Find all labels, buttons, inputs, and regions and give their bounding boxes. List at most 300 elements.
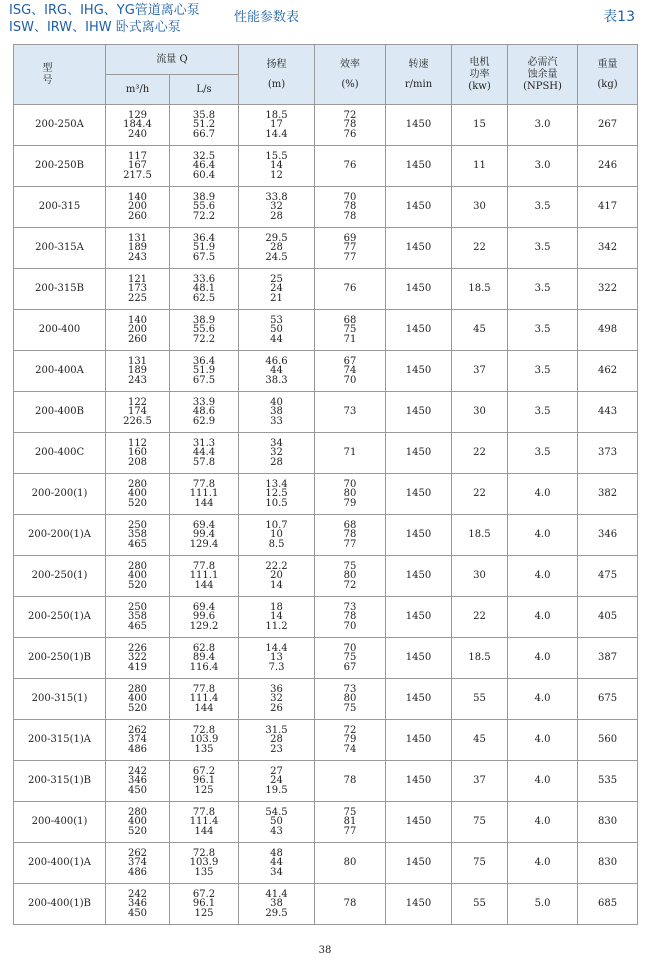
flow-ls-cell-value: 77.8 [192,560,216,572]
efficiency-cell-value: 70 [343,374,357,386]
efficiency-cell-value: 67 [343,661,357,673]
model-cell: 200-400(1)A [14,843,106,884]
flow-ls-cell-value: 67.2 [192,888,216,900]
head-cell-value: 14 [270,160,283,172]
efficiency-cell-value: 79 [343,734,357,746]
speed-cell: 1450 [386,392,452,433]
flow-m3h-cell-value: 280 [127,478,148,490]
head-cell-value: 10.7 [265,519,288,531]
head-cell-value: 10.5 [265,497,288,509]
flow-m3h-cell-value: 520 [127,579,148,591]
speed-cell: 1450 [386,597,452,638]
flow-ls-cell-value: 96.1 [192,775,216,787]
table-title: 性能参数表 [234,10,300,25]
flow-ls-cell-value: 103.9 [189,857,219,869]
head-cell-value: 38.3 [265,374,288,386]
efficiency-cell [315,843,386,884]
efficiency-cell [315,638,386,679]
speed-cell: 1450 [386,310,452,351]
flow-m3h-cell-value: 131 [127,355,148,367]
npsh-cell: 5.0 [508,884,578,925]
flow-ls-cell [170,515,239,556]
flow-m3h-cell-value: 486 [127,866,148,878]
model-cell: 200-315(1)B [14,761,106,802]
motor-power-cell: 18.5 [452,515,508,556]
efficiency-cell-value: 74 [343,743,357,755]
model-cell: 200-315(1)A [14,720,106,761]
head-cell [239,843,315,884]
npsh-cell: 4.0 [508,761,578,802]
flow-ls-cell-value: 77.8 [192,806,216,818]
col-header-motor-power: 电机 功率 (kw) [452,45,508,105]
model-cell: 200-315(1) [14,679,106,720]
weight-cell: 405 [578,597,638,638]
head-cell-value: 25 [270,273,283,285]
head-cell [239,597,315,638]
efficiency-cell [315,228,386,269]
flow-ls-cell-value: 72.2 [192,333,216,345]
flow-ls-cell [170,597,239,638]
model-cell: 200-400A [14,351,106,392]
model-cell: 200-250(1)A [14,597,106,638]
speed-cell: 1450 [386,474,452,515]
speed-cell: 1450 [386,843,452,884]
flow-ls-cell-value: 144 [194,497,214,509]
flow-ls-cell [170,146,239,187]
head-cell-value: 13.4 [265,478,288,490]
flow-m3h-cell [106,515,170,556]
model-cell: 200-250A [14,105,106,146]
speed-cell: 1450 [386,884,452,925]
flow-ls-cell [170,679,239,720]
weight-cell: 830 [578,843,638,884]
flow-m3h-cell [106,884,170,925]
motor-power-cell: 22 [452,228,508,269]
head-cell [239,310,315,351]
efficiency-cell-value: 78 [343,210,357,222]
flow-m3h-cell-value: 400 [127,816,148,828]
table-row [14,720,638,761]
efficiency-cell-value: 78 [343,775,357,787]
flow-m3h-cell [106,228,170,269]
speed-cell: 1450 [386,105,452,146]
efficiency-cell-value: 70 [343,478,357,490]
flow-ls-cell-value: 62.8 [192,642,216,654]
efficiency-cell-value: 71 [343,333,357,345]
head-cell [239,761,315,802]
npsh-cell: 4.0 [508,556,578,597]
weight-cell: 382 [578,474,638,515]
flow-ls-cell-value: 69.4 [192,601,216,613]
weight-cell: 346 [578,515,638,556]
npsh-cell: 4.0 [508,802,578,843]
motor-power-cell: 75 [452,843,508,884]
flow-ls-cell-value: 99.4 [192,529,216,541]
efficiency-cell-value: 80 [343,693,357,705]
weight-cell: 373 [578,433,638,474]
flow-ls-cell-value: 60.4 [192,169,216,181]
motor-power-cell: 22 [452,474,508,515]
flow-m3h-cell-value: 346 [127,898,148,910]
weight-cell: 417 [578,187,638,228]
flow-m3h-cell-value: 280 [127,806,148,818]
efficiency-cell-value: 69 [343,232,357,244]
model-cell: 200-250(1) [14,556,106,597]
head-cell-value: 12.5 [265,488,288,500]
flow-m3h-cell-value: 225 [127,292,148,304]
head-cell-value: 14 [270,611,283,623]
col-header-efficiency: 效率 (%) [315,45,386,105]
flow-m3h-cell-value: 262 [127,724,148,736]
table-row [14,638,638,679]
flow-ls-cell [170,228,239,269]
flow-ls-cell [170,351,239,392]
table-row [14,474,638,515]
motor-power-cell: 37 [452,351,508,392]
flow-ls-cell [170,843,239,884]
efficiency-cell [315,105,386,146]
head-cell-value: 28 [270,210,283,222]
efficiency-cell-value: 75 [343,324,357,336]
efficiency-cell [315,433,386,474]
flow-ls-cell-value: 44.4 [192,447,216,459]
flow-ls-cell-value: 144 [194,702,214,714]
table-row [14,556,638,597]
efficiency-cell-value: 70 [343,642,357,654]
efficiency-cell-value: 77 [343,538,357,550]
flow-ls-cell-value: 111.4 [189,816,219,828]
flow-m3h-cell [106,720,170,761]
speed-cell: 1450 [386,269,452,310]
npsh-cell: 3.0 [508,105,578,146]
head-cell-value: 20 [270,570,283,582]
flow-ls-cell-value: 32.5 [192,150,216,162]
motor-power-cell: 75 [452,802,508,843]
flow-m3h-cell-value: 200 [127,201,148,213]
flow-m3h-cell-value: 200 [127,324,148,336]
efficiency-cell-value: 68 [343,519,357,531]
flow-m3h-cell-value: 189 [127,242,148,254]
flow-m3h-cell-value: 189 [127,365,148,377]
head-cell-value: 13 [270,652,283,664]
efficiency-cell-value: 78 [343,529,357,541]
flow-m3h-cell-value: 243 [127,251,148,263]
col-header-npsh: 必需汽 蚀余量 (NPSH) [508,45,578,105]
model-cell: 200-400(1)B [14,884,106,925]
flow-m3h-cell-value: 243 [127,374,148,386]
col-header-flow-ls: L/s [170,75,239,105]
efficiency-cell-value: 77 [343,825,357,837]
npsh-cell: 3.5 [508,392,578,433]
flow-m3h-cell-value: 374 [127,857,148,869]
flow-ls-cell-value: 67.5 [192,374,216,386]
efficiency-cell-value: 68 [343,314,357,326]
flow-ls-cell-value: 55.6 [192,201,216,213]
weight-cell: 560 [578,720,638,761]
flow-m3h-cell [106,105,170,146]
efficiency-cell-value: 72 [343,724,357,736]
flow-m3h-cell-value: 140 [127,314,148,326]
head-cell-value: 31.5 [265,724,288,736]
npsh-cell: 3.5 [508,187,578,228]
head-cell-value: 32 [270,201,283,213]
head-cell-value: 29.5 [265,907,288,919]
head-cell [239,392,315,433]
head-cell-value: 43 [270,825,283,837]
head-cell-value: 14 [270,579,283,591]
flow-m3h-cell-value: 358 [127,529,148,541]
efficiency-cell [315,597,386,638]
npsh-cell: 3.5 [508,433,578,474]
motor-power-cell: 30 [452,392,508,433]
flow-ls-cell-value: 57.8 [192,456,216,468]
head-cell-value: 8.5 [268,538,285,550]
flow-m3h-cell-value: 419 [127,661,148,673]
npsh-cell: 4.0 [508,515,578,556]
head-cell [239,638,315,679]
weight-cell: 675 [578,679,638,720]
efficiency-cell-value: 81 [343,816,357,828]
npsh-cell: 3.5 [508,310,578,351]
flow-ls-cell-value: 51.2 [192,119,216,131]
head-cell-value: 14.4 [265,642,288,654]
flow-m3h-cell-value: 465 [127,538,148,550]
table-row [14,392,638,433]
flow-ls-cell [170,392,239,433]
efficiency-cell-value: 77 [343,251,357,263]
table-row [14,761,638,802]
flow-ls-cell-value: 62.9 [192,415,216,427]
efficiency-cell-value: 75 [343,806,357,818]
speed-cell: 1450 [386,802,452,843]
npsh-cell: 4.0 [508,474,578,515]
efficiency-cell-value: 73 [343,406,357,418]
head-cell [239,105,315,146]
speed-cell: 1450 [386,679,452,720]
flow-m3h-cell [106,433,170,474]
flow-ls-cell-value: 135 [194,743,214,755]
speed-cell: 1450 [386,187,452,228]
flow-ls-cell [170,802,239,843]
model-cell: 200-250(1)B [14,638,106,679]
efficiency-cell-value: 72 [343,109,357,121]
head-cell-value: 34 [270,437,283,449]
head-cell-value: 17 [270,119,283,131]
head-cell-value: 14.4 [265,128,288,140]
efficiency-cell-value: 74 [343,365,357,377]
flow-m3h-cell-value: 173 [127,283,148,295]
series-title-line-1: ISG、IRG、IHG、YG管道离心泵 [9,3,200,18]
efficiency-cell [315,515,386,556]
efficiency-cell-value: 79 [343,497,357,509]
efficiency-cell-value: 67 [343,355,357,367]
table-row [14,433,638,474]
model-cell: 200-400 [14,310,106,351]
motor-power-cell: 55 [452,679,508,720]
flow-m3h-cell-value: 465 [127,620,148,632]
efficiency-cell-value: 80 [343,488,357,500]
efficiency-cell-value: 72 [343,579,357,591]
speed-cell: 1450 [386,228,452,269]
head-cell-value: 53 [270,314,283,326]
efficiency-cell [315,720,386,761]
motor-power-cell: 22 [452,597,508,638]
flow-m3h-cell [106,597,170,638]
model-cell: 200-200(1)A [14,515,106,556]
efficiency-cell [315,187,386,228]
head-cell-value: 27 [270,765,283,777]
flow-ls-cell-value: 125 [194,907,214,919]
flow-m3h-cell-value: 226 [127,642,148,654]
head-cell-value: 15.5 [265,150,288,162]
head-cell-value: 29.5 [265,232,288,244]
head-cell-value: 26 [270,702,283,714]
flow-ls-cell [170,187,239,228]
flow-ls-cell-value: 72.8 [192,724,216,736]
head-cell-value: 28 [270,734,283,746]
motor-power-cell: 30 [452,556,508,597]
efficiency-cell [315,269,386,310]
flow-m3h-cell-value: 131 [127,232,148,244]
motor-power-cell: 55 [452,884,508,925]
head-cell [239,679,315,720]
head-cell [239,187,315,228]
flow-ls-cell-value: 111.1 [189,488,219,500]
npsh-cell: 4.0 [508,843,578,884]
efficiency-cell [315,802,386,843]
flow-m3h-cell-value: 140 [127,191,148,203]
table-row [14,310,638,351]
motor-power-cell: 30 [452,187,508,228]
motor-power-cell: 37 [452,761,508,802]
table-row [14,597,638,638]
head-cell-value: 34 [270,866,283,878]
speed-cell: 1450 [386,351,452,392]
efficiency-cell-value: 75 [343,560,357,572]
efficiency-cell [315,761,386,802]
flow-m3h-cell [106,474,170,515]
flow-m3h-cell [106,146,170,187]
head-cell-value: 32 [270,693,283,705]
efficiency-cell [315,310,386,351]
head-cell-value: 24.5 [265,251,288,263]
flow-m3h-cell [106,679,170,720]
efficiency-cell-value: 78 [343,898,357,910]
flow-ls-cell-value: 129.4 [189,538,219,550]
efficiency-cell-value: 78 [343,611,357,623]
flow-ls-cell-value: 129.2 [189,620,219,632]
head-cell-value: 21 [270,292,283,304]
table-row [14,146,638,187]
weight-cell: 475 [578,556,638,597]
col-header-model: 型 号 [14,45,106,105]
flow-ls-cell-value: 111.4 [189,693,219,705]
flow-m3h-cell-value: 400 [127,693,148,705]
head-cell-value: 50 [270,324,283,336]
flow-m3h-cell-value: 486 [127,743,148,755]
weight-cell: 267 [578,105,638,146]
head-cell [239,474,315,515]
head-cell-value: 10 [270,529,283,541]
efficiency-cell-value: 70 [343,191,357,203]
model-cell: 200-315B [14,269,106,310]
npsh-cell: 4.0 [508,720,578,761]
col-header-flow: 流量 Q [106,45,239,75]
flow-m3h-cell-value: 358 [127,611,148,623]
flow-ls-cell-value: 55.6 [192,324,216,336]
flow-ls-cell-value: 67.2 [192,765,216,777]
efficiency-cell-value: 80 [343,570,357,582]
col-header-speed: 转速 r/min [386,45,452,105]
efficiency-cell [315,146,386,187]
table-row [14,802,638,843]
weight-cell: 443 [578,392,638,433]
flow-m3h-cell-value: 346 [127,775,148,787]
page-header [0,0,650,44]
head-cell-value: 38 [270,406,283,418]
model-cell: 200-250B [14,146,106,187]
efficiency-cell [315,884,386,925]
flow-ls-cell-value: 31.3 [192,437,216,449]
flow-ls-cell-value: 135 [194,866,214,878]
speed-cell: 1450 [386,638,452,679]
flow-ls-cell-value: 36.4 [192,232,216,244]
efficiency-cell [315,392,386,433]
head-cell [239,556,315,597]
head-cell-value: 33.8 [265,191,288,203]
model-cell: 200-200(1) [14,474,106,515]
flow-ls-cell-value: 46.4 [192,160,216,172]
flow-m3h-cell-value: 520 [127,497,148,509]
npsh-cell: 4.0 [508,638,578,679]
head-cell-value: 36 [270,683,283,695]
flow-m3h-cell-value: 174 [127,406,148,418]
flow-m3h-cell-value: 400 [127,488,148,500]
head-cell-value: 12 [270,169,283,181]
efficiency-cell-value: 70 [343,620,357,632]
head-cell-value: 11.2 [265,620,288,632]
head-cell-value: 24 [270,775,283,787]
npsh-cell: 3.5 [508,351,578,392]
flow-ls-cell-value: 144 [194,825,214,837]
flow-ls-cell-value: 33.9 [192,396,216,408]
flow-m3h-cell [106,310,170,351]
flow-m3h-cell-value: 160 [127,447,148,459]
head-cell-value: 33 [270,415,283,427]
model-cell: 200-400B [14,392,106,433]
flow-m3h-cell-value: 129 [127,109,148,121]
flow-ls-cell-value: 111.1 [189,570,219,582]
head-cell [239,269,315,310]
flow-m3h-cell-value: 450 [127,784,148,796]
table-row [14,515,638,556]
flow-ls-cell-value: 35.8 [192,109,216,121]
head-cell-value: 18.5 [265,109,288,121]
flow-m3h-cell-value: 374 [127,734,148,746]
flow-ls-cell-value: 116.4 [189,661,219,673]
head-cell-value: 28 [270,242,283,254]
flow-ls-cell [170,638,239,679]
efficiency-cell-value: 73 [343,683,357,695]
page-number: 38 [318,945,332,956]
series-title-line-2: ISW、IRW、IHW 卧式离心泵 [9,20,181,35]
efficiency-cell [315,679,386,720]
flow-m3h-cell-value: 112 [127,437,148,449]
flow-m3h-cell-value: 242 [127,888,148,900]
flow-m3h-cell-value: 262 [127,847,148,859]
flow-ls-cell [170,269,239,310]
table-row [14,228,638,269]
